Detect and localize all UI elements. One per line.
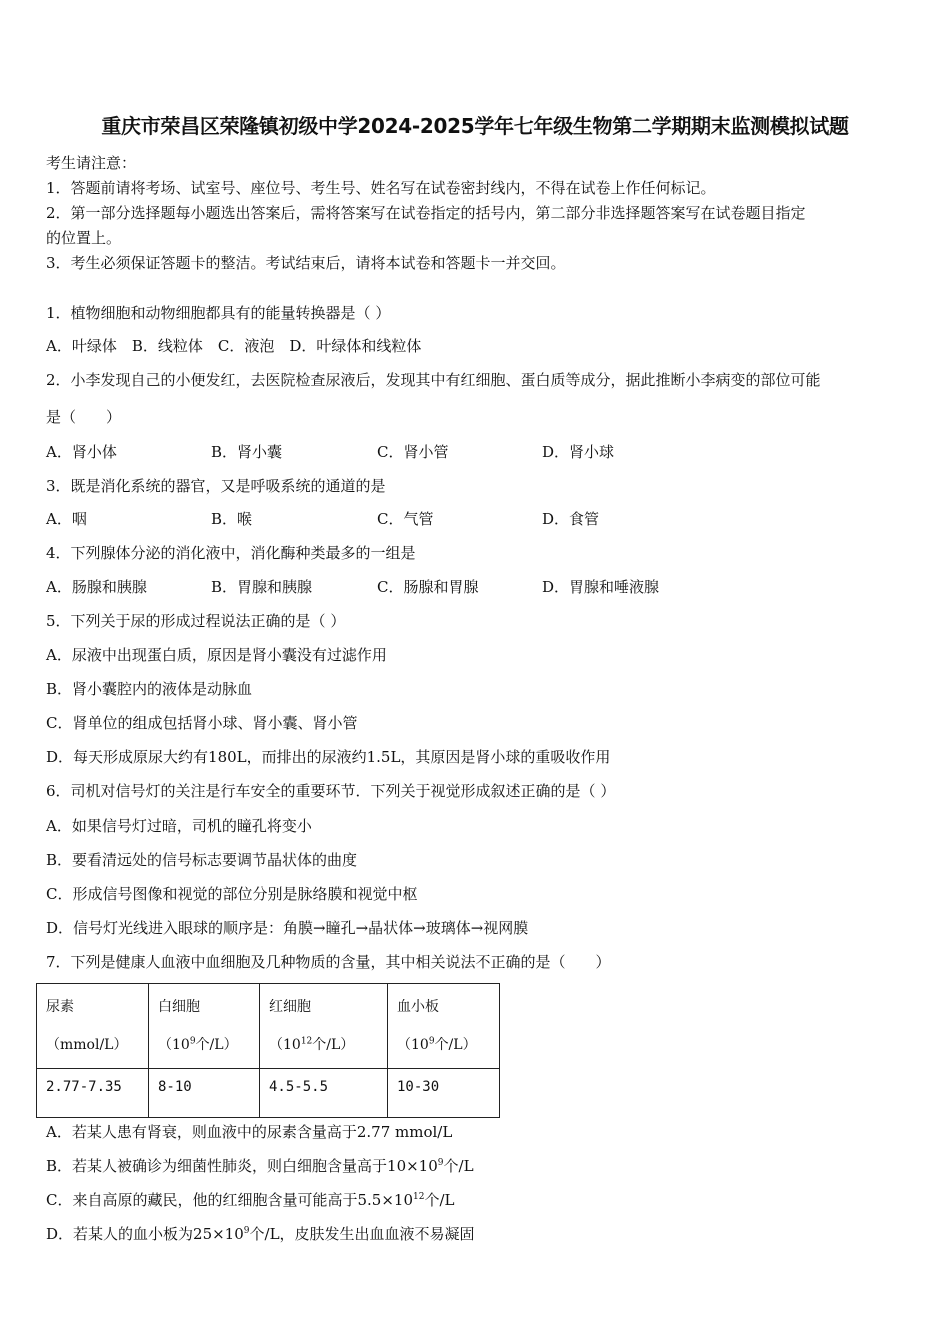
table-header-cell bbox=[149, 984, 260, 1069]
question-7-option-c: C．来自高原的藏民，他的红细胞含量可能高于$5.5\times 10^{12}$个/L bbox=[46, 1191, 455, 1209]
question-4-stem: 4．下列腺体分泌的消化液中，消化酶种类最多的一组是 bbox=[46, 544, 416, 562]
header-name: 血小板 bbox=[397, 999, 439, 1015]
page-title: 重庆市荣昌区荣隆镇初级中学2024-2025学年七年级生物第二学期期末监测模拟试题 bbox=[101, 114, 849, 138]
question-7-option-a: A．若某人患有肾衰，则血液中的尿素含量高于2.77 mmol/L bbox=[46, 1123, 453, 1141]
table-cell: 10-30 bbox=[388, 1069, 500, 1118]
question-7-option-d: D．若某人的血小板为$25\times 10^9$个/L，皮肤发生出血血液不易凝固 bbox=[46, 1225, 475, 1243]
question-3-option-d: D．食管 bbox=[542, 510, 600, 528]
header-name: 白细胞 bbox=[158, 999, 200, 1015]
table-header-cell bbox=[37, 984, 149, 1069]
question-4-option-d: D．胃腺和唾液腺 bbox=[542, 578, 660, 596]
notice-item: 1．答题前请将考场、试室号、座位号、考生号、姓名写在试卷密封线内，不得在试卷上作任何标记。 bbox=[46, 179, 716, 197]
question-6-stem: 6．司机对信号灯的关注是行车安全的重要环节．下列关于视觉形成叙述正确的是（ ） bbox=[46, 782, 616, 800]
table-cell: 8-10 bbox=[149, 1069, 260, 1118]
table-cell: 2.77-7.35 bbox=[37, 1069, 149, 1118]
question-3-stem: 3．既是消化系统的器官，又是呼吸系统的通道的是 bbox=[46, 477, 386, 495]
question-2-option-c: C．肾小管 bbox=[377, 443, 449, 461]
question-4-option-b: B．胃腺和胰腺 bbox=[211, 578, 313, 596]
question-5-option-d: D．每天形成原尿大约有180L，而排出的尿液约1.5L，其原因是肾小球的重吸收作用 bbox=[46, 748, 611, 766]
header-unit: （$10^{12}$个/L） bbox=[269, 1036, 355, 1053]
question-5-option-b: B．肾小囊腔内的液体是动脉血 bbox=[46, 680, 253, 698]
header-name: 尿素 bbox=[46, 999, 74, 1015]
question-3-option-b: B．喉 bbox=[211, 510, 253, 528]
question-1-options: A．叶绿体 B．线粒体 C．液泡 D．叶绿体和线粒体 bbox=[46, 337, 422, 355]
header-unit: （mmol/L） bbox=[46, 1037, 128, 1053]
blood-data-table bbox=[36, 983, 500, 1118]
question-1-stem: 1．植物细胞和动物细胞都具有的能量转换器是（ ） bbox=[46, 304, 391, 322]
header-unit: （$10^9$个/L） bbox=[397, 1036, 477, 1053]
question-4-option-c: C．肠腺和胃腺 bbox=[377, 578, 479, 596]
table-header-row bbox=[37, 984, 500, 1069]
table-header-cell bbox=[388, 984, 500, 1069]
question-6-option-d: D．信号灯光线进入眼球的顺序是：角膜→瞳孔→晶状体→玻璃体→视网膜 bbox=[46, 919, 529, 937]
question-3-option-c: C．气管 bbox=[377, 510, 434, 528]
question-5-option-c: C．肾单位的组成包括肾小球、肾小囊、肾小管 bbox=[46, 714, 358, 732]
notice-item: 2．第一部分选择题每小题选出答案后，需将答案写在试卷指定的括号内，第二部分非选择题答案写在试卷题目指定 bbox=[46, 204, 806, 222]
question-4-option-a: A．肠腺和胰腺 bbox=[46, 578, 147, 596]
table-row bbox=[37, 1069, 500, 1118]
question-2-option-d: D．肾小球 bbox=[542, 443, 615, 461]
notice-item: 3．考生必须保证答题卡的整洁。考试结束后，请将本试卷和答题卡一并交回。 bbox=[46, 254, 566, 272]
question-2-stem-cont: 是（ ） bbox=[46, 408, 122, 426]
question-7-option-b: B．若某人被确诊为细菌性肺炎，则白细胞含量高于$10\times 10^9$个/L bbox=[46, 1157, 474, 1175]
question-6-option-b: B．要看清远处的信号标志要调节晶状体的曲度 bbox=[46, 851, 358, 869]
question-2-option-a: A．肾小体 bbox=[46, 443, 117, 461]
question-6-option-c: C．形成信号图像和视觉的部位分别是脉络膜和视觉中枢 bbox=[46, 885, 418, 903]
table-header-cell bbox=[260, 984, 388, 1069]
question-2-option-b: B．肾小囊 bbox=[211, 443, 283, 461]
question-5-option-a: A．尿液中出现蛋白质，原因是肾小囊没有过滤作用 bbox=[46, 646, 387, 664]
notice-heading: 考生请注意： bbox=[46, 154, 137, 172]
question-7-stem: 7．下列是健康人血液中血细胞及几种物质的含量，其中相关说法不正确的是（ ） bbox=[46, 953, 611, 971]
question-3-option-a: A．咽 bbox=[46, 510, 87, 528]
question-2-stem: 2．小李发现自己的小便发红，去医院检查尿液后，发现其中有红细胞、蛋白质等成分，据此推断小李病变的部位可能 bbox=[46, 371, 821, 389]
header-unit: （$10^9$个/L） bbox=[158, 1036, 238, 1053]
table-cell: 4.5-5.5 bbox=[260, 1069, 388, 1118]
header-name: 红细胞 bbox=[269, 999, 311, 1015]
notice-item: 的位置上。 bbox=[46, 229, 122, 247]
question-5-stem: 5．下列关于尿的形成过程说法正确的是（ ） bbox=[46, 612, 346, 630]
question-6-option-a: A．如果信号灯过暗，司机的瞳孔将变小 bbox=[46, 817, 312, 835]
